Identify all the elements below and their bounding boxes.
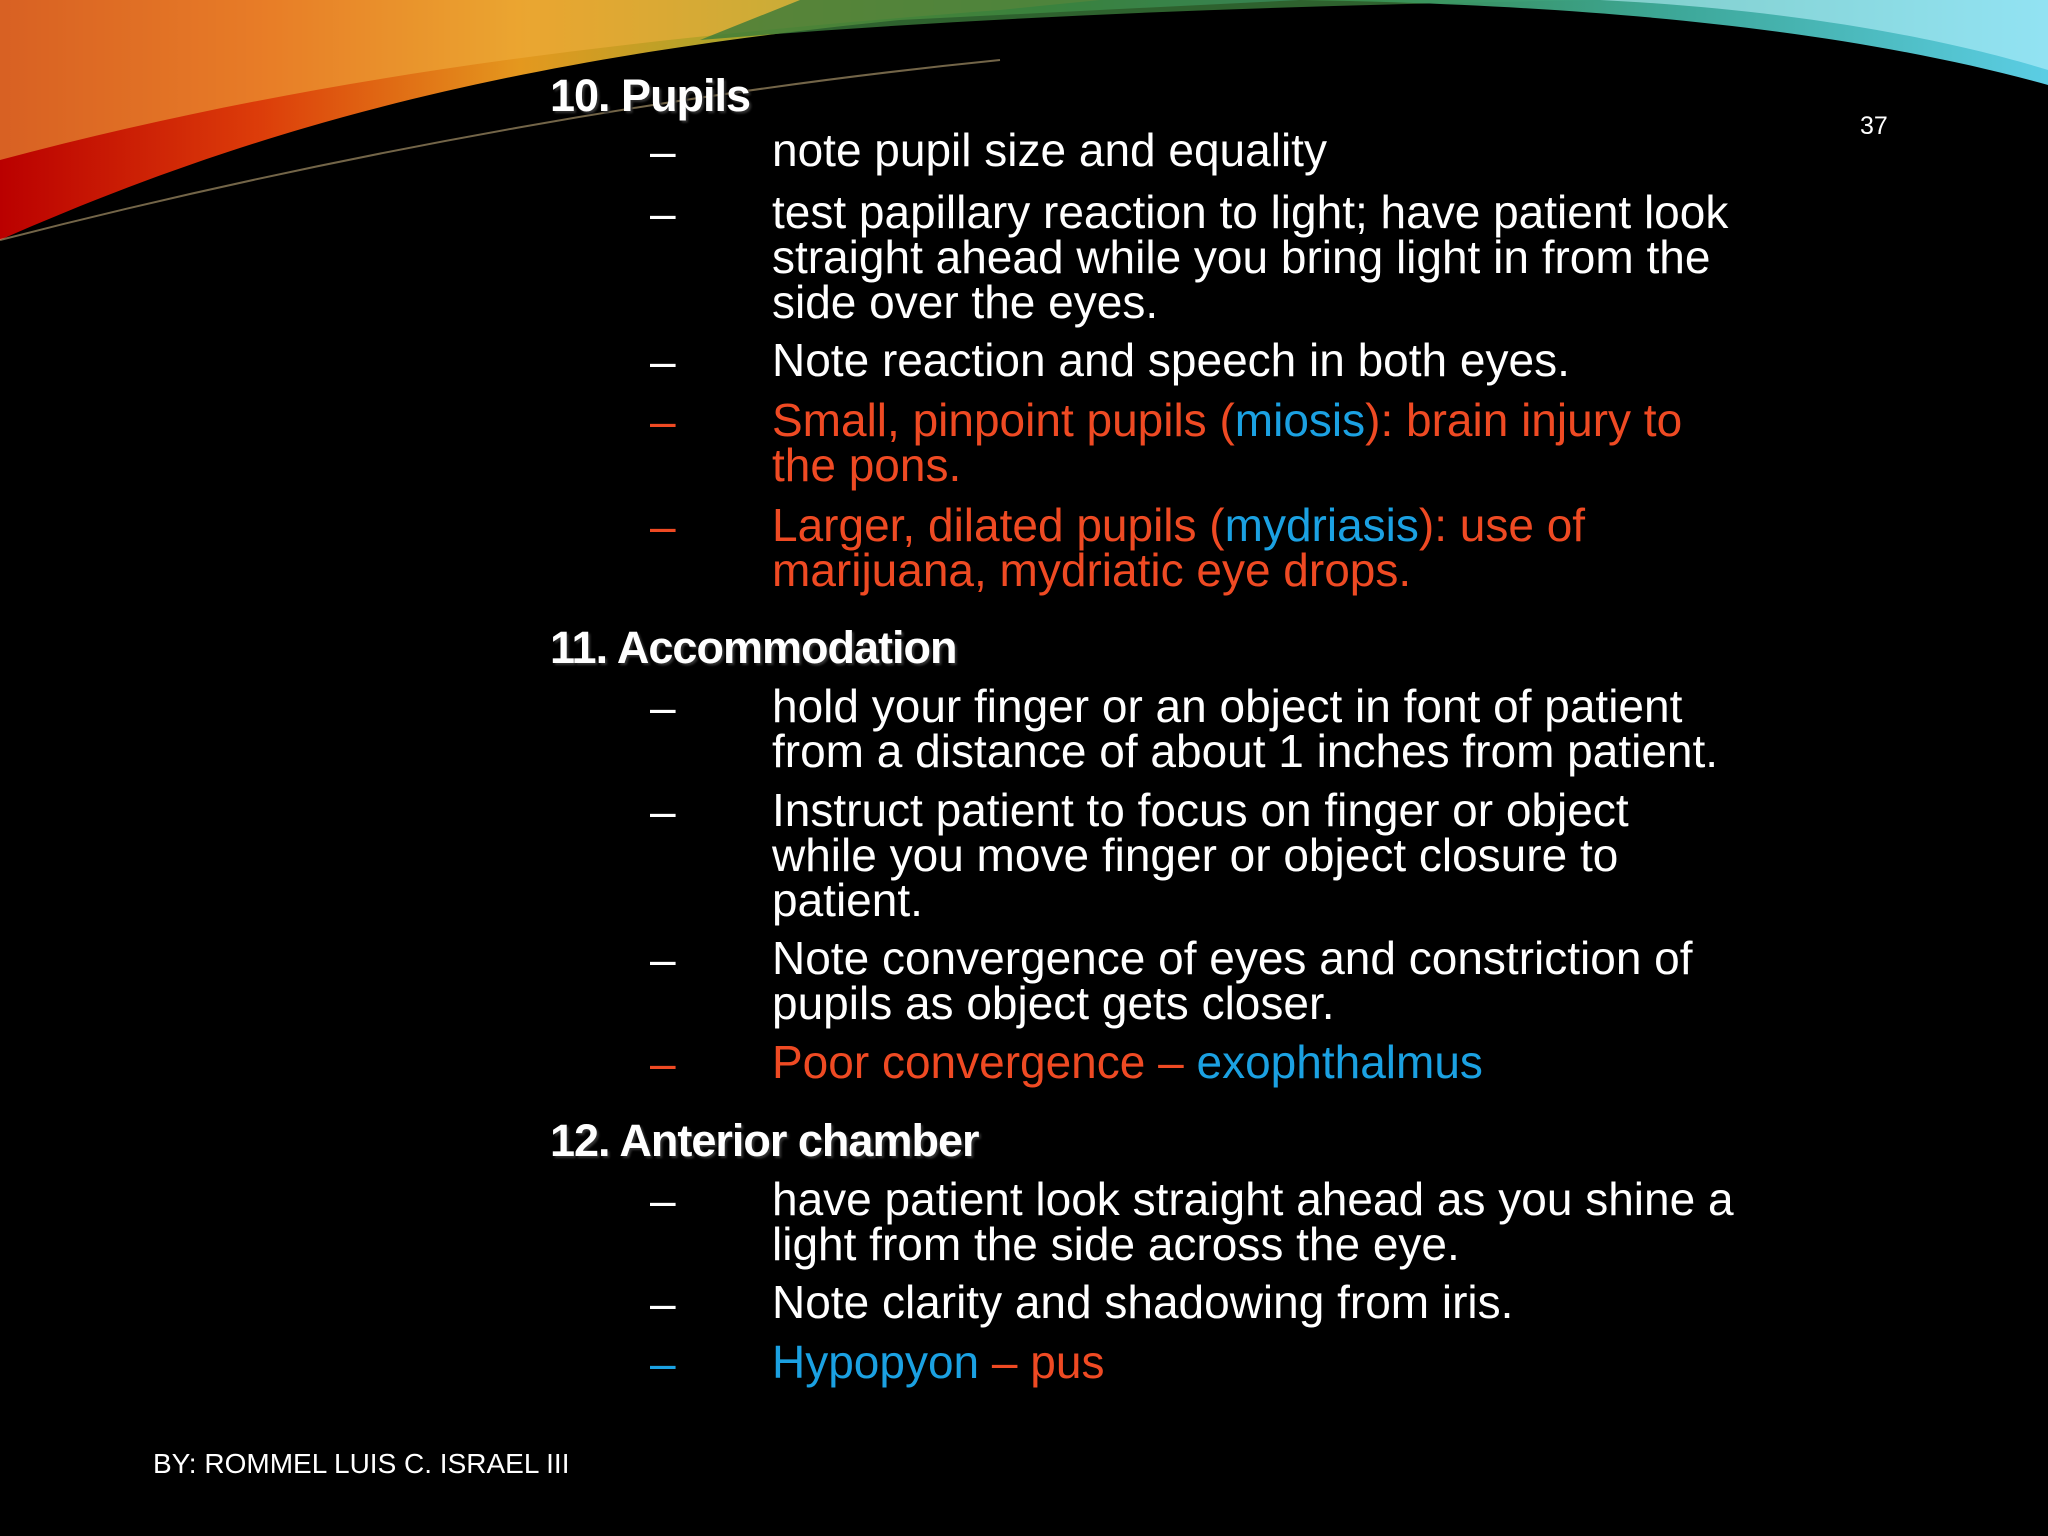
bullet-text-line: [772, 874, 1972, 926]
bullet-text-line: [772, 1276, 1972, 1328]
text-segment: mydriasis: [1224, 499, 1419, 551]
bullet-text-line: [772, 499, 1972, 551]
bullet-text-line: [772, 394, 1972, 446]
bullet-dash: –: [650, 500, 676, 552]
bullet-text-line: [772, 1173, 1972, 1225]
text-segment: ): use of: [1418, 499, 1586, 551]
bullet-dash: –: [650, 1277, 676, 1329]
bullet-text-line: [772, 276, 1972, 328]
text-segment: marijuana, mydriatic eye drops.: [772, 544, 1412, 596]
bullet-text: [772, 1036, 1972, 1088]
bullet-dash: –: [650, 395, 676, 447]
text-segment: hold your finger or an object in font of patient: [772, 680, 1683, 732]
bullet-dash: –: [650, 1337, 676, 1389]
text-segment: Note clarity and shadowing from iris.: [772, 1276, 1514, 1328]
bullet-text-line: [772, 932, 1972, 984]
section-heading: 12. Anterior chamber: [550, 1115, 979, 1166]
bullet-text: [772, 680, 1972, 777]
bullet-text: [772, 499, 1972, 596]
text-segment: patient.: [772, 874, 923, 926]
bullet-text: [772, 932, 1972, 1029]
text-segment: Small, pinpoint pupils (: [772, 394, 1235, 446]
bullet-text-line: [772, 784, 1972, 836]
text-segment: note pupil size and equality: [772, 124, 1327, 176]
text-segment: ): brain injury to: [1365, 394, 1683, 446]
slide-number: 37: [1860, 112, 1888, 140]
bullet-text-line: [772, 977, 1972, 1029]
text-segment: Poor convergence –: [772, 1036, 1197, 1088]
text-segment: side over the eyes.: [772, 276, 1159, 328]
bullet-text-line: [772, 231, 1972, 283]
bullet-text-line: [772, 1336, 1972, 1388]
text-segment: Note reaction and speech in both eyes.: [772, 334, 1570, 386]
bullet-text-line: [772, 544, 1972, 596]
text-segment: Larger, dilated pupils (: [772, 499, 1225, 551]
text-segment: straight ahead while you bring light in from the: [772, 231, 1711, 283]
bullet-dash: –: [650, 187, 676, 239]
text-segment: light from the side across the eye.: [772, 1218, 1460, 1270]
text-segment: miosis: [1234, 394, 1366, 446]
text-segment: test papillary reaction to light; have patient look: [772, 186, 1729, 238]
bullet-text-line: [772, 186, 1972, 238]
text-segment: from a distance of about 1 inches from patient.: [772, 725, 1719, 777]
section-heading: 10. Pupils: [550, 70, 751, 121]
bullet-dash: –: [650, 1037, 676, 1089]
bullet-text: [772, 1276, 1972, 1328]
text-segment: while you move finger or object closure to: [772, 829, 1619, 881]
bullet-dash: –: [650, 1174, 676, 1226]
bullet-text-line: [772, 334, 1972, 386]
text-segment: exophthalmus: [1196, 1036, 1483, 1088]
bullet-dash: –: [650, 125, 676, 177]
bullet-dash: –: [650, 785, 676, 837]
bullet-text: [772, 186, 1972, 328]
text-segment: Instruct patient to focus on finger or object: [772, 784, 1629, 836]
text-segment: – pus: [979, 1336, 1105, 1388]
bullet-text-line: [772, 725, 1972, 777]
bullet-text-line: [772, 680, 1972, 732]
bullet-text-line: [772, 1036, 1972, 1088]
text-segment: the pons.: [772, 439, 962, 491]
bullet-text: [772, 1173, 1972, 1270]
bullet-dash: –: [650, 933, 676, 985]
slide-footer-author: BY: ROMMEL LUIS C. ISRAEL III: [153, 1448, 570, 1479]
text-segment: pupils as object gets closer.: [772, 977, 1335, 1029]
bullet-text-line: [772, 1218, 1972, 1270]
text-segment: have patient look straight ahead as you shine a: [772, 1173, 1734, 1225]
bullet-text: [772, 784, 1972, 926]
bullet-text: [772, 1336, 1972, 1388]
text-segment: Note convergence of eyes and constriction of: [772, 932, 1693, 984]
bullet-text: [772, 334, 1972, 386]
bullet-text: [772, 394, 1972, 491]
bullet-dash: –: [650, 335, 676, 387]
bullet-text-line: [772, 439, 1972, 491]
text-segment: Hypopyon: [772, 1336, 980, 1388]
bullet-text-line: [772, 829, 1972, 881]
section-heading: 11. Accommodation: [550, 622, 957, 673]
bullet-dash: –: [650, 681, 676, 733]
